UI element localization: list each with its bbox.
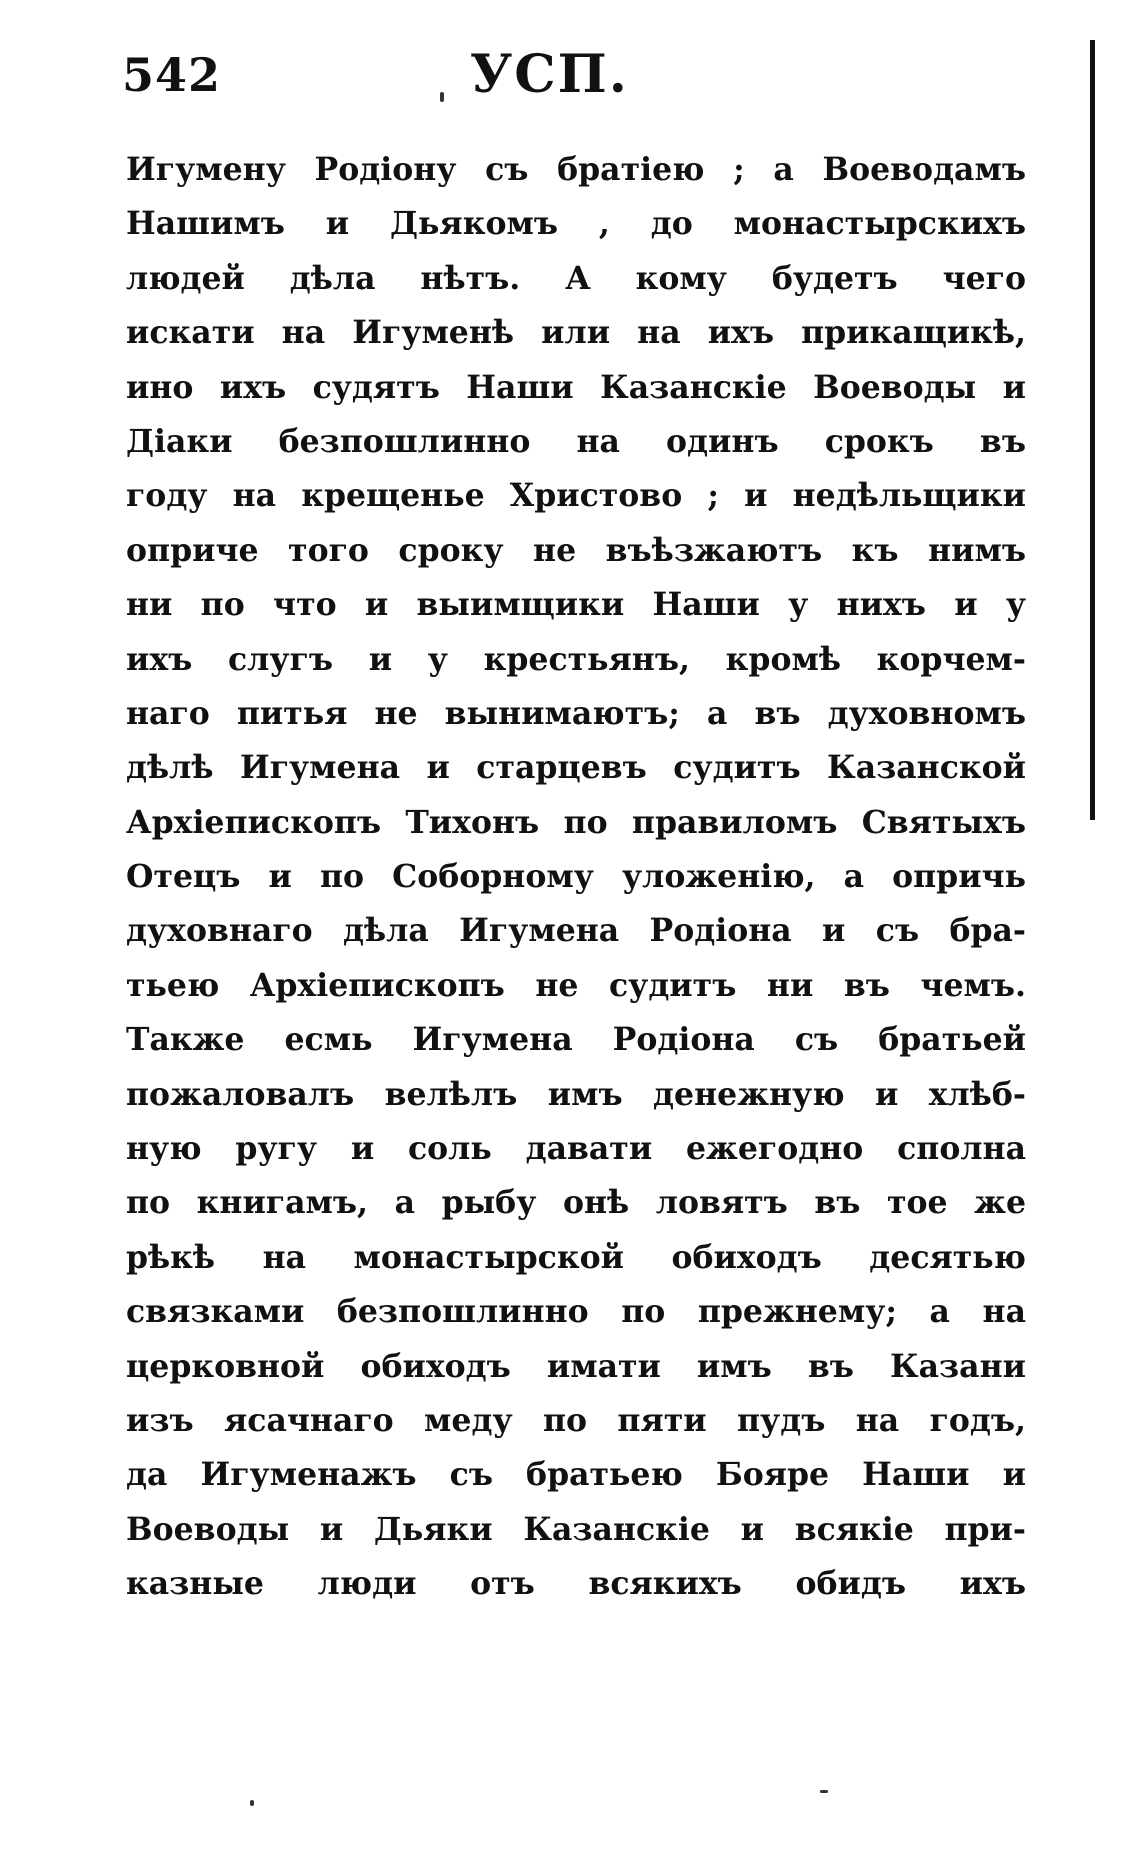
text-line: искати на Игуменѣ или на ихъ прикащикѣ, (126, 314, 1026, 352)
page-number: 542 (122, 48, 222, 102)
text-line: ную ругу и соль давати ежегодно сполна (126, 1130, 1026, 1168)
text-body (126, 143, 1026, 1612)
text-line: духовнаго дѣла Игумена Родіона и съ бра- (126, 912, 1026, 950)
text-line: наго питья не вынимаютъ; а въ духовномъ (126, 694, 1026, 732)
text-line: оприче того сроку не въѣзжаютъ къ нимъ (126, 531, 1026, 569)
text-line: тьею Архіепископъ не судитъ ни въ чемъ. (126, 966, 1026, 1004)
text-line: году на крещенье Христово ; и недѣльщики (126, 477, 1026, 515)
text-line: церковной обиходъ имати имъ въ Казани (126, 1347, 1026, 1385)
margin-rule (1090, 40, 1095, 820)
print-speck (250, 1800, 254, 1806)
text-line: Игумену Родіону съ братіею ; а Воеводамъ (126, 151, 1026, 188)
print-speck (440, 92, 444, 102)
text-line: Также есмь Игумена Родіона съ братьей (126, 1021, 1026, 1059)
text-line: по книгамъ, а рыбу онѣ ловятъ въ тое же (126, 1184, 1026, 1222)
text-line: Нашимъ и Дьякомъ , до монастырскихъ (126, 205, 1026, 243)
text-line: ихъ слугъ и у крестьянъ, кромѣ корчем- (126, 640, 1026, 678)
text-line: ни по что и выимщики Наши у нихъ и у (126, 586, 1026, 624)
running-head: УСП. (470, 44, 629, 105)
text-line: да Игуменажъ съ братьею Бояре Наши и (126, 1456, 1026, 1494)
text-line: ино ихъ судятъ Наши Казанскіе Воеводы и (126, 368, 1026, 406)
text-line: казные люди отъ всякихъ обидъ ихъ (126, 1565, 1026, 1603)
text-line: пожаловалъ велѣлъ имъ денежную и хлѣб- (126, 1075, 1026, 1113)
text-line: связками безпошлинно по прежнему; а на (126, 1293, 1026, 1331)
text-line: Воеводы и Дьяки Казанскіе и всякіе при- (126, 1510, 1026, 1548)
text-line: Отецъ и по Соборному уложенію, а опричь (126, 858, 1026, 896)
text-line: изъ ясачнаго меду по пяти пудъ на годъ, (126, 1401, 1026, 1439)
text-line: Архіепископъ Тихонъ по правиломъ Святыхъ (126, 803, 1026, 841)
text-line: дѣлѣ Игумена и старцевъ судитъ Казанской (126, 749, 1026, 787)
text-line: Діаки безпошлинно на одинъ срокъ въ (126, 422, 1026, 460)
print-speck (820, 1790, 828, 1793)
text-line: рѣкѣ на монастырской обиходъ десятью (126, 1238, 1026, 1276)
text-line: людей дѣла нѣтъ. А кому будетъ чего (126, 259, 1026, 297)
